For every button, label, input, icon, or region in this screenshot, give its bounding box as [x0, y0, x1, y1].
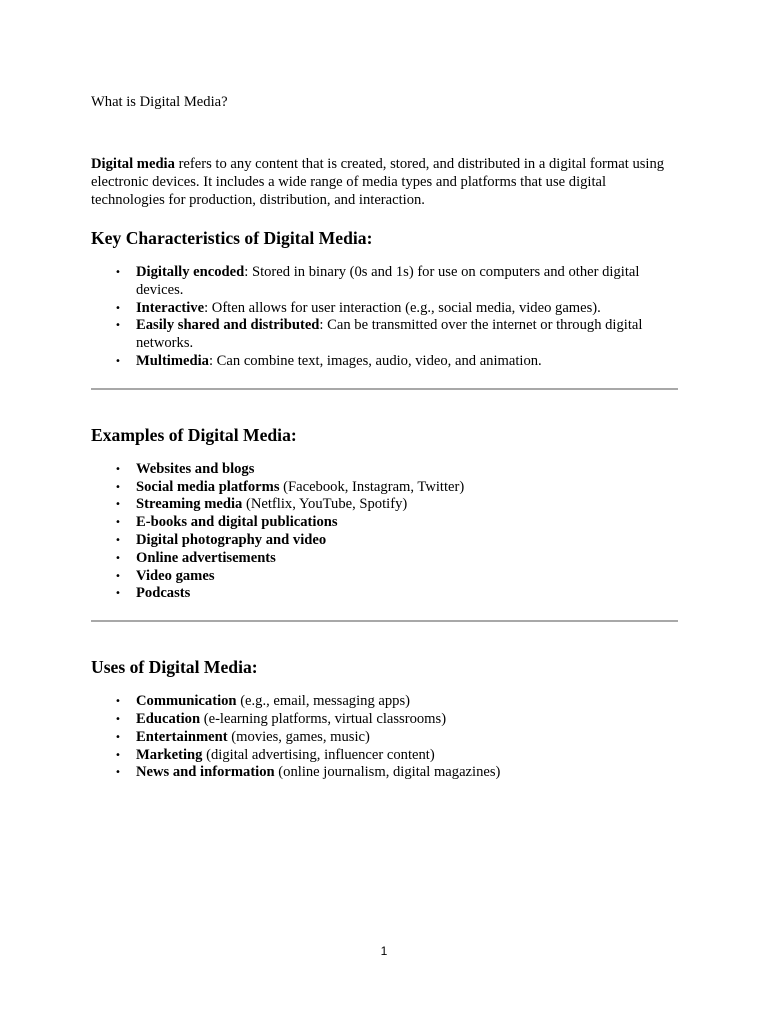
item-term: Multimedia	[136, 352, 209, 369]
section-title: Key Characteristics of Digital Media:	[91, 228, 373, 248]
list-item	[91, 764, 678, 782]
list-item	[91, 532, 678, 550]
bullet-icon: •	[115, 731, 121, 743]
intro-text: refers to any content that is created, stored, and distributed in a digital format using electronic devices. It includes a wide range of media types and platforms that use digital technologies for production, distribution, and interaction.	[91, 156, 665, 208]
bullet-icon: •	[115, 517, 121, 529]
list-item	[91, 479, 678, 497]
bullet-icon: •	[115, 552, 121, 564]
item-term: Social media platforms	[136, 478, 280, 495]
item-term: Communication	[136, 693, 237, 710]
item-term: Online advertisements	[136, 549, 276, 566]
item-term: Marketing	[136, 746, 203, 763]
list-item	[91, 550, 678, 568]
item-text: (Facebook, Instagram, Twitter)	[279, 478, 465, 495]
item-term: Education	[136, 710, 201, 727]
section-examples	[91, 424, 678, 622]
item-text: (Netflix, YouTube, Spotify)	[242, 496, 408, 513]
examples-list	[91, 461, 678, 603]
bullet-icon: •	[115, 320, 121, 332]
item-term: Streaming media	[136, 496, 243, 513]
bullet-icon: •	[115, 355, 121, 367]
list-item	[91, 514, 678, 532]
bullet-icon: •	[115, 696, 121, 708]
item-term: News and information	[136, 764, 275, 781]
item-text: (online journalism, digital magazines)	[274, 764, 501, 781]
bullet-icon: •	[115, 713, 121, 725]
list-item	[91, 264, 678, 300]
list-item	[91, 693, 678, 711]
list-item	[91, 461, 678, 479]
bullet-icon: •	[115, 481, 121, 493]
list-item	[91, 568, 678, 586]
intro-term: Digital media	[91, 156, 175, 172]
intro-paragraph	[91, 155, 678, 209]
list-item	[91, 585, 678, 603]
horizontal-rule	[91, 388, 678, 390]
item-term: Interactive	[136, 299, 205, 316]
item-term: Easily shared and distributed	[136, 317, 320, 334]
item-text: : Stored in binary (0s and 1s) for use on computers and other digital devices.	[136, 264, 640, 298]
item-term: Video games	[136, 567, 215, 584]
list-item	[91, 353, 678, 371]
item-text: (digital advertising, influencer content)	[202, 746, 435, 763]
question-heading: What is Digital Media?	[91, 94, 228, 110]
bullet-icon: •	[115, 267, 121, 278]
uses-list	[91, 693, 678, 782]
list-item	[91, 496, 678, 514]
item-text: (e-learning platforms, virtual classrooms)	[200, 710, 447, 727]
item-text: (movies, games, music)	[227, 728, 370, 745]
item-term: Entertainment	[136, 728, 228, 745]
document-body	[91, 93, 678, 782]
section-key-characteristics	[91, 227, 678, 390]
bullet-icon: •	[115, 534, 121, 546]
list-item	[91, 747, 678, 765]
item-text: : Often allows for user interaction (e.g., social media, video games).	[204, 299, 601, 316]
section-title: Uses of Digital Media:	[91, 657, 258, 678]
page-number: 1	[380, 944, 388, 958]
list-item	[91, 711, 678, 729]
bullet-icon: •	[115, 463, 121, 475]
list-item	[91, 317, 678, 353]
bullet-icon: •	[115, 302, 121, 314]
item-term: Digitally encoded	[136, 264, 245, 280]
item-text: : Can be transmitted over the internet or through digital networks.	[136, 317, 643, 352]
section-title: Examples of Digital Media:	[91, 424, 297, 445]
bullet-icon: •	[115, 767, 121, 779]
bullet-icon: •	[115, 588, 121, 600]
item-term: E-books and digital publications	[136, 514, 338, 531]
characteristics-list	[91, 264, 678, 371]
item-text: (e.g., email, messaging apps)	[236, 693, 411, 710]
section-uses	[91, 656, 678, 782]
item-text: : Can combine text, images, audio, video, and animation.	[208, 352, 542, 369]
horizontal-rule	[91, 620, 678, 622]
bullet-icon: •	[115, 749, 121, 761]
list-item	[91, 300, 678, 318]
item-term: Websites and blogs	[136, 460, 255, 477]
bullet-icon: •	[115, 570, 121, 582]
bullet-icon: •	[115, 499, 121, 511]
list-item	[91, 729, 678, 747]
item-term: Podcasts	[136, 585, 191, 602]
item-term: Digital photography and video	[136, 531, 327, 548]
